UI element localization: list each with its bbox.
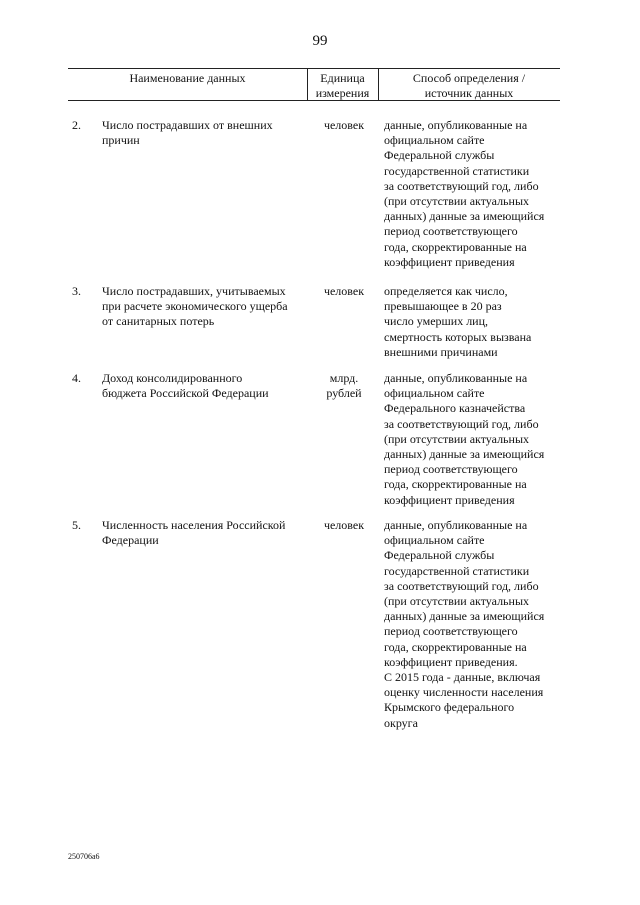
text-line: Доход консолидированного — [102, 371, 243, 385]
text-line: данных) данные за имеющийся — [384, 609, 545, 624]
text-line: Федерального казначейства — [384, 401, 526, 416]
row-number: 2. — [72, 118, 81, 132]
header-method — [378, 71, 560, 101]
page-number: 99 — [312, 33, 328, 49]
header-data-name: Наименование данных — [129, 71, 246, 85]
text-line: (при отсутствии актуальных — [384, 431, 530, 446]
text-line: данных) данные за имеющийся — [384, 209, 545, 224]
text-line: данные, опубликованные на — [384, 518, 528, 532]
header-unit — [307, 71, 378, 101]
text-line: официальном сайте — [384, 386, 485, 401]
table-header-top-rule — [68, 68, 560, 69]
text-line: Федеральной службы — [384, 548, 495, 563]
text-line: коэффициент приведения — [384, 254, 515, 269]
text-line: период соответствующего — [384, 624, 518, 639]
text-line: данные, опубликованные на — [384, 371, 528, 385]
text-line: оценку численности населения — [384, 685, 544, 700]
text-line: млрд. — [329, 371, 359, 385]
text-line: Число пострадавших от внешних — [102, 118, 273, 132]
text-line: человек — [323, 284, 365, 298]
row-unit — [310, 371, 378, 401]
row-data-name — [102, 284, 307, 330]
text-line: года, скорректированные на — [384, 639, 527, 654]
row-method — [384, 284, 564, 360]
row-number: 4. — [72, 371, 81, 385]
text-line: период соответствующего — [384, 224, 518, 239]
text-line: официальном сайте — [384, 133, 485, 148]
text-line: определяется как число, — [384, 284, 508, 298]
text-line: Федеральной службы — [384, 148, 495, 163]
text-line: Крымского федерального — [384, 700, 515, 715]
text-line: С 2015 года - данные, включая — [384, 670, 541, 685]
header-unit-line: Единица — [320, 71, 365, 85]
text-line: рублей — [326, 386, 362, 401]
text-line: данных) данные за имеющийся — [384, 447, 545, 462]
text-line: бюджета Российской Федерации — [102, 386, 269, 401]
text-line: округа — [384, 715, 418, 730]
text-line: причин — [102, 133, 140, 148]
text-line: государственной статистики — [384, 163, 530, 178]
text-line: человек — [323, 518, 365, 532]
row-unit — [310, 284, 378, 299]
row-data-name — [102, 518, 307, 548]
text-line: за соответствующий год, либо — [384, 578, 539, 593]
text-line: период соответствующего — [384, 462, 518, 477]
text-line: при расчете экономического ущерба — [102, 299, 288, 314]
text-line: за соответствующий год, либо — [384, 178, 539, 193]
text-line: (при отсутствии актуальных — [384, 594, 530, 609]
row-number: 3. — [72, 284, 81, 298]
row-data-name — [102, 371, 307, 401]
row-data-name — [102, 118, 307, 148]
row-method — [384, 371, 564, 508]
text-line: года, скорректированные на — [384, 239, 527, 254]
text-line: (при отсутствии актуальных — [384, 194, 530, 209]
text-line: Численность населения Российской — [102, 518, 286, 532]
header-method-line: источник данных — [424, 86, 514, 100]
text-line: коэффициент приведения — [384, 492, 515, 507]
row-method — [384, 118, 564, 270]
text-line: за соответствующий год, либо — [384, 416, 539, 431]
header-method-line: Способ определения / — [412, 71, 526, 85]
row-number: 5. — [72, 518, 81, 532]
text-line: число умерших лиц, — [384, 314, 489, 329]
text-line: данные, опубликованные на — [384, 118, 528, 132]
text-line: от санитарных потерь — [102, 314, 215, 329]
text-line: смертность которых вызвана — [384, 329, 532, 344]
text-line: официальном сайте — [384, 533, 485, 548]
text-line: внешними причинами — [384, 344, 498, 359]
text-line: года, скорректированные на — [384, 477, 527, 492]
row-method — [384, 518, 564, 731]
text-line: Число пострадавших, учитываемых — [102, 284, 286, 298]
row-unit — [310, 118, 378, 133]
text-line: человек — [323, 118, 365, 132]
row-unit — [310, 518, 378, 533]
text-line: превышающее в 20 раз — [384, 299, 502, 314]
document-code: 250706а6 — [68, 852, 100, 861]
text-line: Федерации — [102, 533, 159, 548]
text-line: государственной статистики — [384, 563, 530, 578]
header-unit-line: измерения — [315, 86, 370, 100]
text-line: коэффициент приведения. — [384, 654, 518, 669]
